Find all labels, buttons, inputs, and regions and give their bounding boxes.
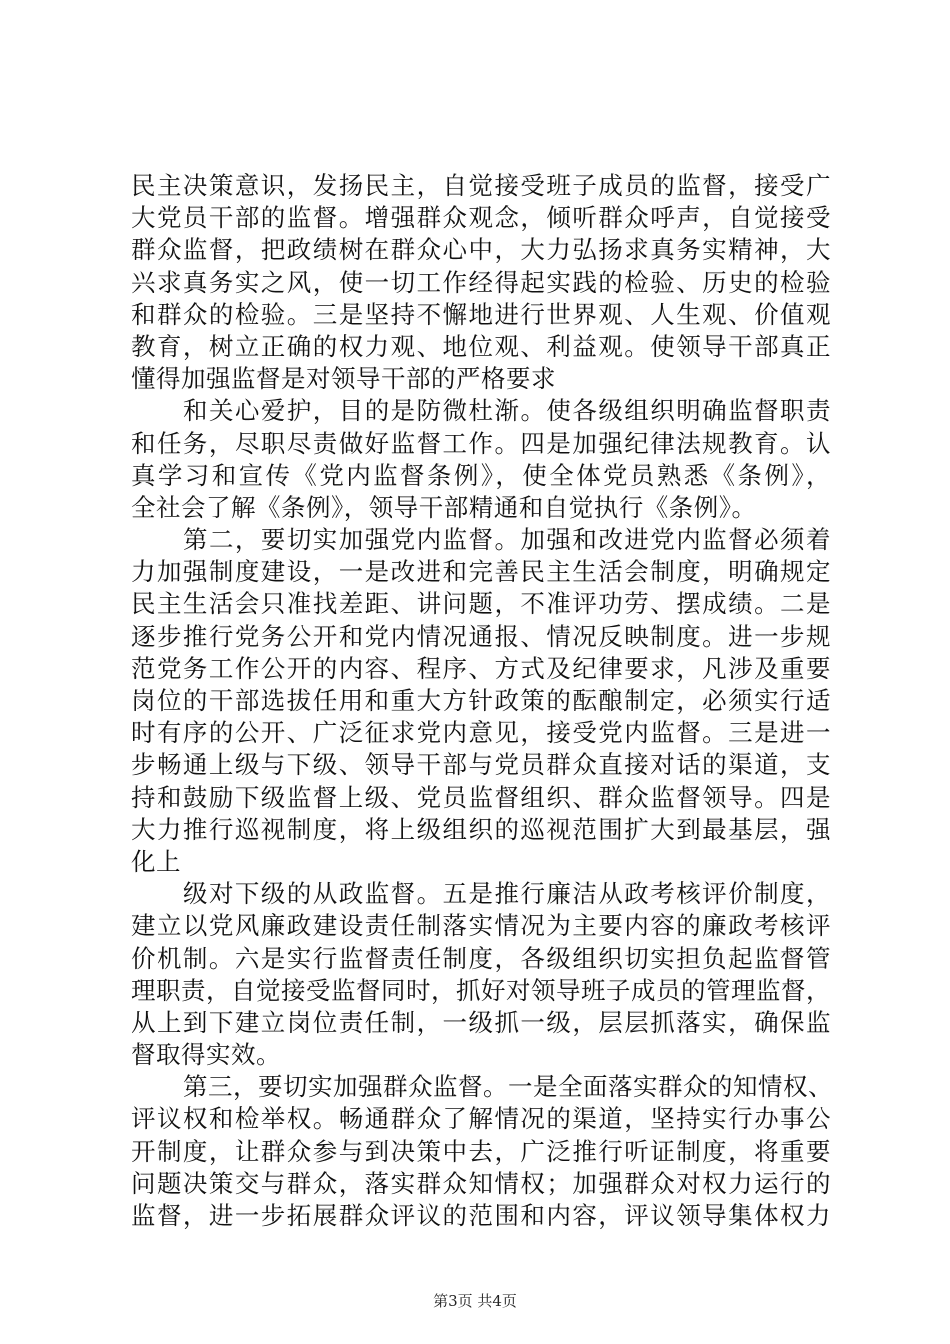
text-line: 理职责，自觉接受监督同时，抓好对领导班子成员的管理监督， — [131, 975, 831, 1005]
text-line: 全社会了解《条例》，领导干部精通和自觉执行《条例》。 — [131, 492, 757, 522]
text-line: 和关心爱护，目的是防微杜渐。使各级组织明确监督职责 — [183, 396, 831, 426]
text-line: 建立以党风廉政建设责任制落实情况为主要内容的廉政考核评 — [131, 911, 831, 941]
text-line: 岗位的干部选拔任用和重大方针政策的酝酿制定，必须实行适 — [131, 686, 831, 715]
text-line: 群众监督，把政绩树在群众心中，大力弘扬求真务实精神，大 — [131, 235, 831, 265]
paragraph — [131, 170, 831, 395]
text-line: 和任务，尽职尽责做好监督工作。四是加强纪律法规教育。认 — [131, 428, 831, 458]
text-line: 兴求真务实之风，使一切工作经得起实践的检验、历史的检验 — [131, 267, 831, 297]
text-line: 级对下级的从政监督。五是推行廉洁从政考核评价制度， — [183, 879, 831, 909]
text-line: 范党务工作公开的内容、程序、方式及纪律要求，凡涉及重要 — [131, 653, 831, 683]
text-line: 民主决策意识，发扬民主，自觉接受班子成员的监督，接受广 — [131, 171, 831, 200]
text-line: 开制度，让群众参与到决策中去，广泛推行听证制度，将重要 — [131, 1136, 831, 1166]
text-line: 第三，要切实加强群众监督。一是全面落实群众的知情权、 — [183, 1072, 833, 1102]
text-line: 教育，树立正确的权力观、地位观、利益观。使领导干部真正 — [131, 331, 831, 361]
text-line: 大力推行巡视制度，将上级组织的巡视范围扩大到最基层，强 — [131, 814, 831, 844]
page-number-footer: 第3页 共4页 — [433, 1292, 517, 1310]
text-line: 步畅通上级与下级、领导干部与党员群众直接对话的渠道，支 — [131, 750, 831, 780]
text-line: 真学习和宣传《党内监督条例》，使全体党员熟悉《条例》， — [131, 460, 831, 490]
paragraph — [131, 395, 831, 524]
text-line: 时有序的公开、广泛征求党内意见，接受党内监督。三是进一 — [131, 718, 831, 748]
paragraph — [131, 524, 831, 878]
text-line: 从上到下建立岗位责任制，一级抓一级，层层抓落实，确保监 — [131, 1007, 831, 1037]
text-line: 化上 — [131, 846, 181, 876]
text-line: 评议权和检举权。畅通群众了解情况的渠道，坚持实行办事公 — [131, 1104, 831, 1134]
text-line: 监督，进一步拓展群众评议的范围和内容，评议领导集体权力 — [131, 1201, 831, 1230]
text-line: 持和鼓励下级监督上级、党员监督组织、群众监督领导。四是 — [131, 782, 831, 812]
text-line: 问题决策交与群众，落实群众知情权；加强群众对权力运行的 — [131, 1168, 831, 1198]
document-body — [131, 170, 831, 1232]
text-line: 督取得实效。 — [131, 1040, 281, 1070]
text-line: 逐步推行党务公开和党内情况通报、情况反映制度。进一步规 — [131, 621, 831, 651]
paragraph — [131, 1071, 831, 1232]
text-line: 大党员干部的监督。增强群众观念，倾听群众呼声，自觉接受 — [131, 203, 831, 233]
text-line: 懂得加强监督是对领导干部的严格要求 — [131, 364, 556, 394]
text-line: 力加强制度建设，一是改进和完善民主生活会制度，明确规定 — [131, 557, 831, 587]
text-line: 和群众的检验。三是坚持不懈地进行世界观、人生观、价值观 — [131, 299, 831, 329]
paragraph — [131, 878, 831, 1071]
text-line: 价机制。六是实行监督责任制度，各级组织切实担负起监督管 — [131, 943, 831, 973]
text-line: 民主生活会只准找差距、讲问题，不准评功劳、摆成绩。二是 — [131, 589, 831, 619]
text-line: 第二，要切实加强党内监督。加强和改进党内监督必须着 — [183, 525, 831, 555]
